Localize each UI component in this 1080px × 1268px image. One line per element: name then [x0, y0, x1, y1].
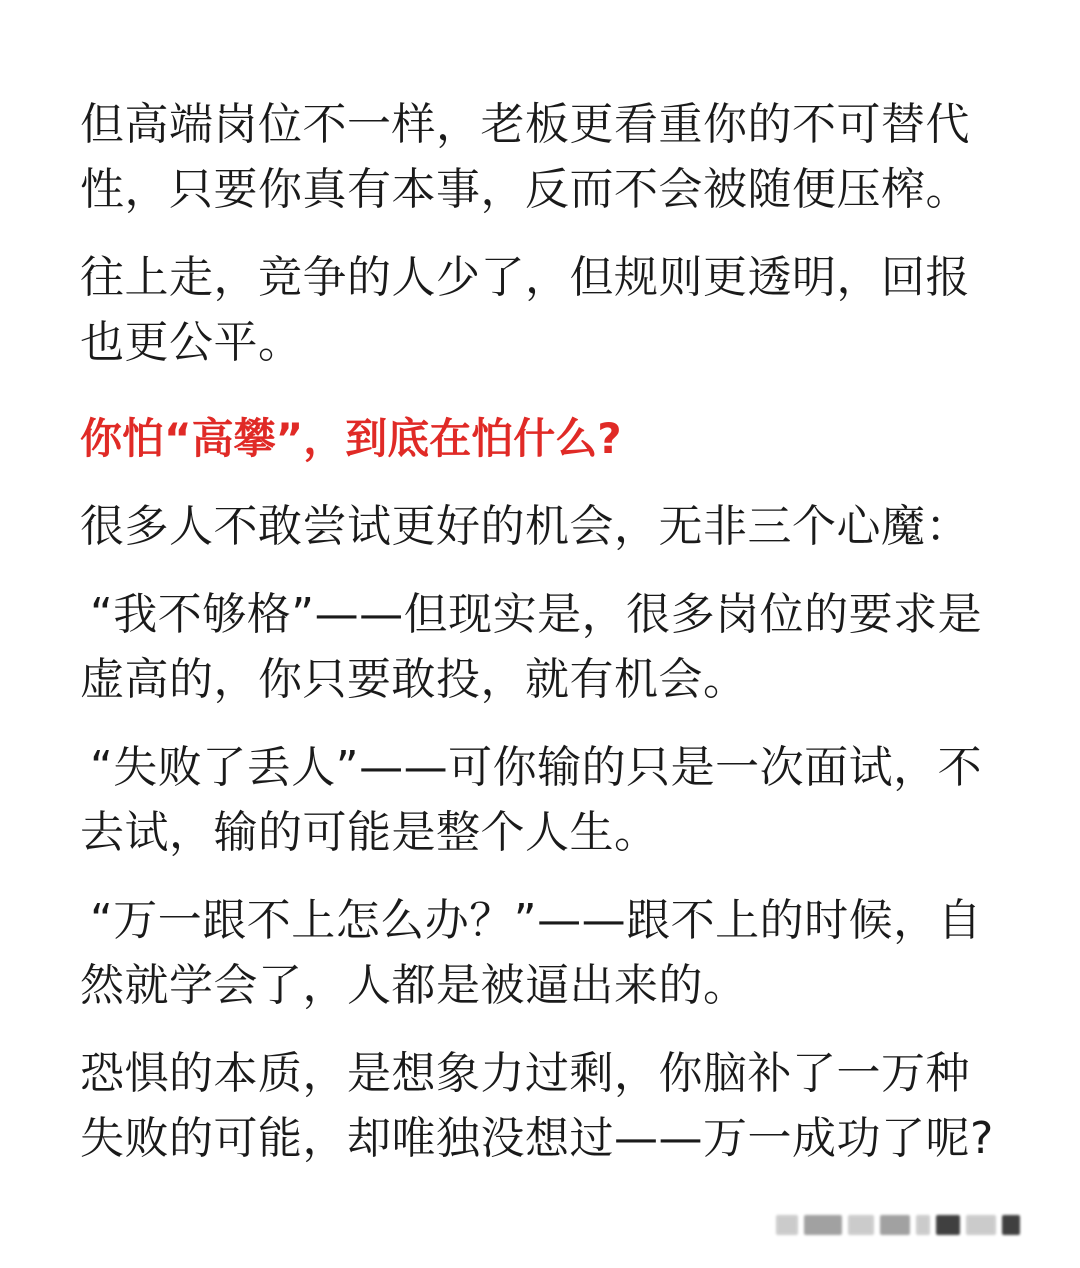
blurred-watermark — [776, 1215, 1020, 1235]
watermark-fragment — [804, 1215, 842, 1235]
watermark-fragment — [1002, 1215, 1020, 1235]
paragraph-cant-keep-up: “万一跟不上怎么办？”——跟不上的时候，自然就学会了，人都是被逼出来的。 — [80, 895, 983, 1011]
paragraph-not-qualified: “我不够格”——但现实是，很多岗位的要求是虚高的，你只要敢投，就有机会。 — [80, 589, 983, 705]
paragraph-three-demons: 很多人不敢尝试更好的机会，无非三个心魔： — [80, 501, 970, 552]
watermark-fragment — [880, 1215, 910, 1235]
paragraph-high-end-jobs: 但高端岗位不一样，老板更看重你的不可替代性，只要你真有本事，反而不会被随便压榨。 — [80, 99, 970, 215]
section-heading: 你怕“高攀”，到底在怕什么? — [80, 414, 622, 463]
paragraph-nature-of-fear: 恐惧的本质，是想象力过剩，你脑补了一万种失败的可能，却唯独没想过——万一成功了呢? — [80, 1048, 994, 1164]
watermark-fragment — [966, 1215, 996, 1235]
watermark-fragment — [936, 1215, 960, 1235]
paragraph-moving-up: 往上走，竞争的人少了，但规则更透明，回报也更公平。 — [80, 252, 970, 368]
watermark-fragment — [848, 1215, 874, 1235]
article-body — [80, 92, 1010, 1171]
paragraph-fear-failure: “失败了丢人”——可你输的只是一次面试，不去试，输的可能是整个人生。 — [80, 742, 983, 858]
watermark-fragment — [916, 1215, 930, 1235]
watermark-fragment — [776, 1215, 798, 1235]
